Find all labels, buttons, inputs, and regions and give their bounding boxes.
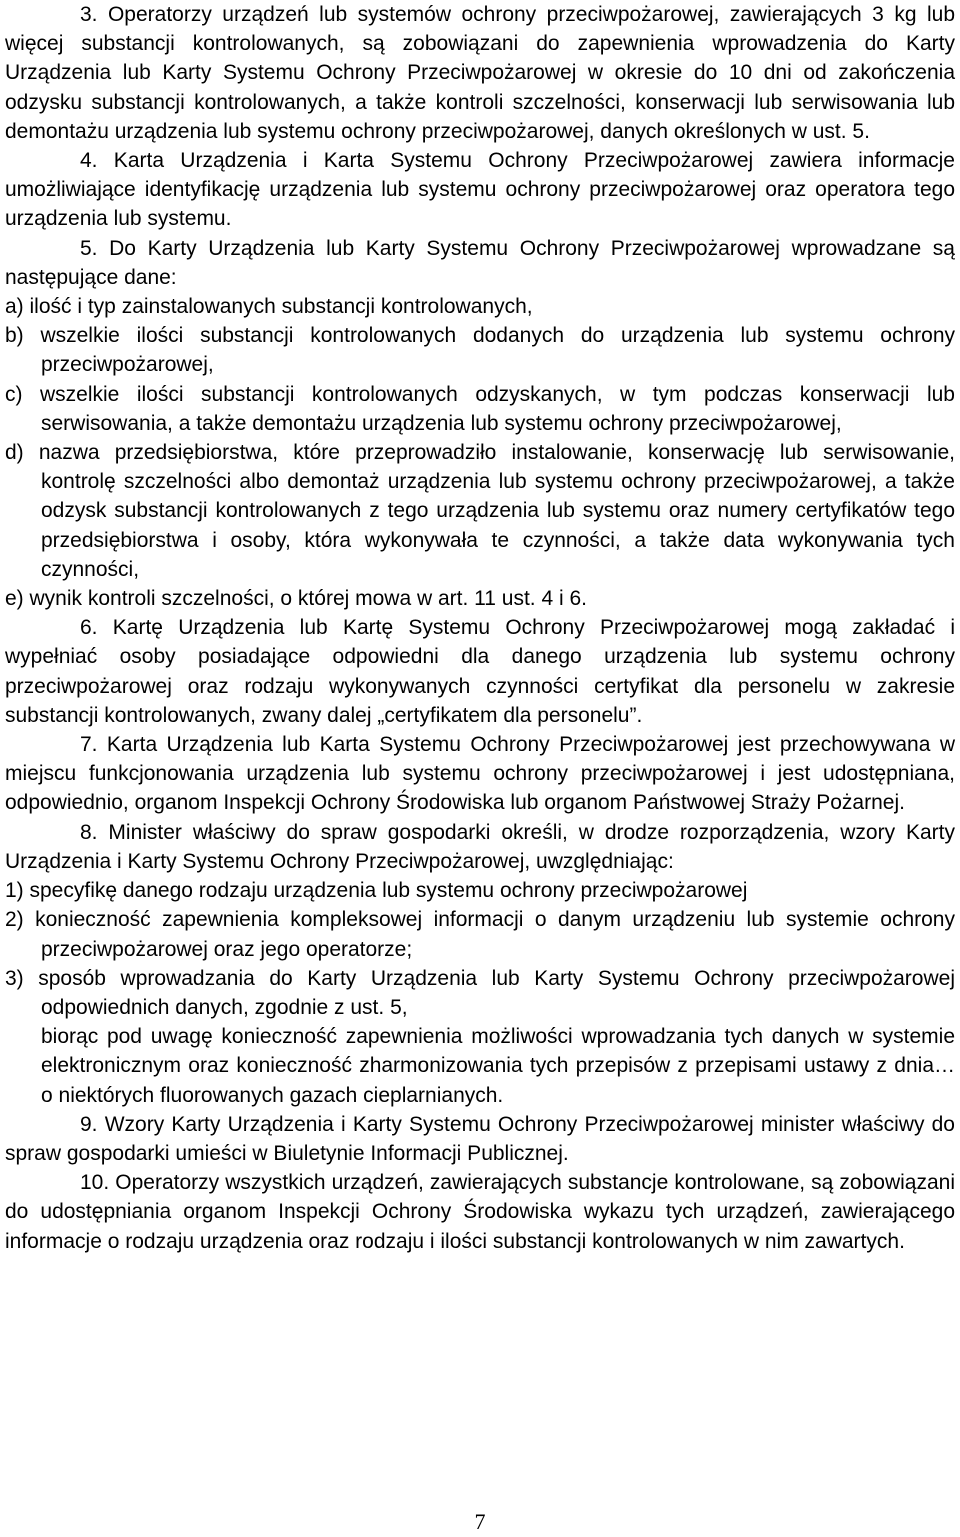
paragraph-5: 5. Do Karty Urządzenia lub Karty Systemu Ochrony Przeciwpożarowej wprowadzane są następujące dane: [5, 236, 955, 289]
paragraph-8: 8. Minister właściwy do spraw gospodarki określi, w drodze rozporządzenia, wzory Karty Urządzenia i Karty Systemu Ochrony Przeciwpożarowej, uwzględniając: [5, 820, 955, 873]
list-item-c: c) wszelkie ilości substancji kontrolowanych odzyskanych, w tym podczas konserwacji lub serwisowania, a także demontażu urządzenia lub systemu ochrony przeciwpożarowej, [5, 382, 955, 435]
list-item-d: d) nazwa przedsiębiorstwa, które przeprowadziło instalowanie, konserwację lub serwisowanie, kontrolę szczelności albo demontaż urządzenia lub systemu ochrony przeciwpożarowej, a także odzysk substancji kontrolowanych z tego urządzenia lub systemu oraz numery certyfikatów tego przedsiębiorstwa i osoby, która wykonywała te czynności, a także data wykonywania tych czynności, [5, 441, 955, 581]
page-number: 7 [474, 1509, 486, 1534]
list-item-a: a) ilość i typ zainstalowanych substancji kontrolowanych, [5, 295, 533, 319]
paragraph-10: 10. Operatorzy wszystkich urządzeń, zawierających substancje kontrolowane, są zobowiązani do udostępniania organom Inspekcji Ochrony Środowiska wykazu tych urządzeń, zawierającego informacje o rodzaju urządzenia oraz rodzaju i ilości substancji kontrolowanych w nim zawartych. [5, 1171, 955, 1253]
paragraph-8-tail: biorąc pod uwagę konieczność zapewnienia możliwości wprowadzania tych danych w systemie elektronicznym oraz konieczność zharmonizowania tych przepisów z przepisami ustawy z dnia… o niektórych fluorowanych gazach cieplarnianych. [41, 1025, 955, 1107]
paragraph-3: 3. Operatorzy urządzeń lub systemów ochrony przeciwpożarowej, zawierających 3 kg lub więcej substancji kontrolowanych, są zobowiązani do zapewnienia wprowadzenia do Karty Urządzenia lub Karty Systemu Ochrony Przeciwpożarowej w okresie do 10 dni od zakończenia odzysku substancji kontrolowanych, a także kontroli szczelności, konserwacji lub serwisowania lub demontażu urządzenia lub systemu ochrony przeciwpożarowej, danych określonych w ust. 5. [5, 3, 955, 143]
paragraph-9: 9. Wzory Karty Urządzenia i Karty Systemu Ochrony Przeciwpożarowej minister właściwy do spraw gospodarki umieści w Biuletynie Informacji Publicznej. [5, 1112, 955, 1165]
document-page [5, 0, 955, 1256]
list-item-b: b) wszelkie ilości substancji kontrolowanych dodanych do urządzenia lub systemu ochrony przeciwpożarowej, [5, 324, 955, 377]
paragraph-4: 4. Karta Urządzenia i Karta Systemu Ochrony Przeciwpożarowej zawiera informacje umożliwiające identyfikację urządzenia lub systemu ochrony przeciwpożarowej oraz operatora tego urządzenia lub systemu. [5, 149, 955, 231]
list-item-3: 3) sposób wprowadzania do Karty Urządzenia lub Karty Systemu Ochrony przeciwpożarowej odpowiednich danych, zgodnie z ust. 5, [5, 966, 955, 1019]
list-item-e: e) wynik kontroli szczelności, o której mowa w art. 11 ust. 4 i 6. [5, 587, 587, 611]
list-item-1: 1) specyfikę danego rodzaju urządzenia lub systemu ochrony przeciwpożarowej [5, 879, 748, 903]
list-item-2: 2) konieczność zapewnienia kompleksowej informacji o danym urządzeniu lub systemie ochrony przeciwpożarowej oraz jego operatorze; [5, 908, 955, 961]
paragraph-7: 7. Karta Urządzenia lub Karta Systemu Ochrony Przeciwpożarowej jest przechowywana w miejscu funkcjonowania urządzenia lub systemu ochrony przeciwpożarowej i jest udostępniana, odpowiednio, organom Inspekcji Ochrony Środowiska lub organom Państwowej Straży Pożarnej. [5, 733, 955, 815]
paragraph-6: 6. Kartę Urządzenia lub Kartę Systemu Ochrony Przeciwpożarowej mogą zakładać i wypełniać osoby posiadające odpowiedni dla danego urządzenia lub systemu ochrony przeciwpożarowej oraz rodzaju wykonywanych czynności certyfikat dla personelu w zakresie substancji kontrolowanych, zwany dalej „certyfikatem dla personelu”. [5, 616, 955, 727]
